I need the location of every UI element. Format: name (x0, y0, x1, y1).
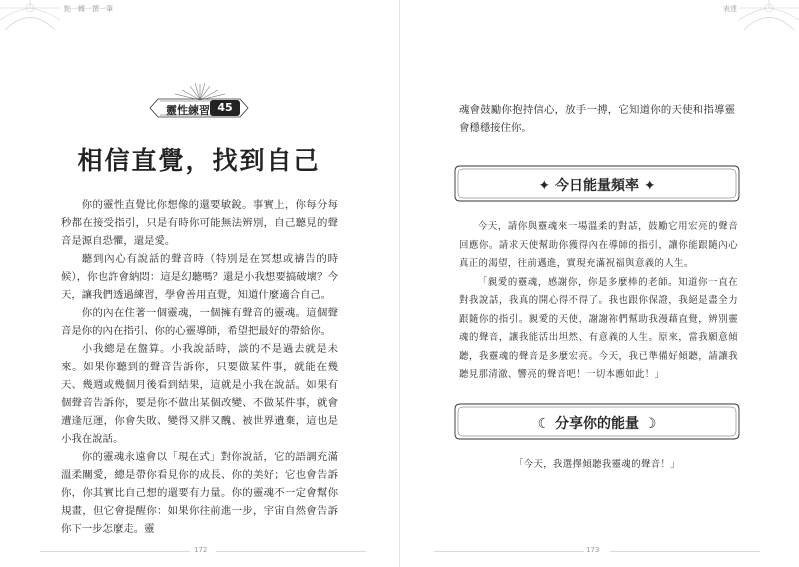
crescent-moon-icon: ☾ (537, 416, 555, 432)
page-title: 相信直覺，找到自己 (77, 146, 321, 175)
paragraph: 你的內在住著一個靈魂，一個擁有聲音的靈魂。這個聲音是你的內在指引、你的心靈導師，希望把最好的帶給你。 (61, 307, 338, 337)
paragraph: 你的靈性直覺比你想像的還要敏銳。事實上，你每分每秒都在接受指引，只是有時你可能無法辨別，自己聽見的聲音是源自恐懼，還是愛。 (61, 199, 338, 247)
body-text (459, 218, 738, 385)
footer-rule (610, 551, 760, 552)
paragraph: 小我總是在盤算。小我說話時，談的不是過去就是未來。如果你聽到的聲音告訴你，只要做某件事，就能在幾天、幾週或幾個月後看到結果，這就是小我在說話。如果有個聲音告訴你，要是你不做出某個改變、不做某件事，就會遭逢厄運，你會失敗、變得又胖又醜、被世界遺棄，這也是小我在說話。 (61, 343, 338, 445)
left-page (0, 0, 399, 567)
page-number: 173 (586, 546, 600, 554)
badge-label: 靈性練習 (166, 104, 210, 117)
badge-number: 45 (210, 100, 240, 116)
running-head: 點一轉一撰一筆 (64, 5, 113, 13)
paragraph: 「親愛的靈魂，感謝你，你是多麼棒的老師。知道你一直在對我說話，我真的開心得不得了。我也跟你保證，我絕是盡全力跟隨你的指引。親愛的天使，謝謝祢們幫助我漫藉直覺，辨別靈魂的聲音，讓我能活出坦然、有意義的人生。原來，當我願意傾聽，我靈魂的聲音是多麼宏亮。今天，我已準備好傾聽，請讓我聽見那清澈、響亮的聲音吧！一切本應如此！」 (459, 276, 738, 380)
corner-ornament-icon (0, 0, 60, 40)
footer-rule (40, 551, 190, 552)
page-number: 172 (194, 546, 208, 554)
sparkle-icon: ✦ (639, 178, 656, 194)
energy-frequency-heading (454, 175, 740, 195)
right-page (400, 0, 799, 567)
footer-rule (216, 551, 366, 552)
crescent-moon-icon: ☽ (639, 416, 657, 432)
share-energy-heading (454, 413, 740, 433)
heading-text: 分享你的能量 (555, 416, 639, 432)
paragraph: 你的靈魂永遠會以「現在式」對你說話，它的語調充滿溫柔關愛，總是帶你看見你的成長、你的美好；它也會告訴你，你其實比自己想的還要有力量。你的靈魂不一定會幫你規畫，但它會提醒你：如果你往前進一步，宇宙自然會告訴你下一步怎麼走。靈 (61, 451, 338, 535)
footer-rule (434, 551, 584, 552)
share-quote: 「今天，我選擇傾聽我靈魂的聲音！」 (513, 459, 681, 470)
heading-text: 今日能量頻率 (555, 178, 639, 194)
sparkle-icon: ✦ (538, 178, 555, 194)
paragraph: 今天，請你與靈魂來一場溫柔的對話，鼓勵它用宏亮的聲音回應你。請求天使幫助你獲得內在導師的指引，讓你能跟隨內心真正的渴望，往前邁進，實現充滿祝福與意義的人生。 (459, 221, 738, 269)
body-text (61, 196, 338, 538)
running-head: 表達 (723, 5, 737, 13)
sunburst-ornament-icon (165, 80, 235, 100)
corner-ornament-icon (739, 0, 799, 40)
continuation-text (459, 101, 735, 137)
paragraph: 魂會鼓勵你抱持信心，放手一搏，它知道你的天使和指導靈會穩穩接住你。 (459, 104, 735, 134)
paragraph: 聽到內心有說話的聲音時（特別是在冥想或禱告的時候），你也許會納悶：這是幻聽嗎？還是小我想要搞破壞？今天，讓我們透過練習，學會善用直覺，知道什麼適合自己。 (61, 253, 338, 301)
